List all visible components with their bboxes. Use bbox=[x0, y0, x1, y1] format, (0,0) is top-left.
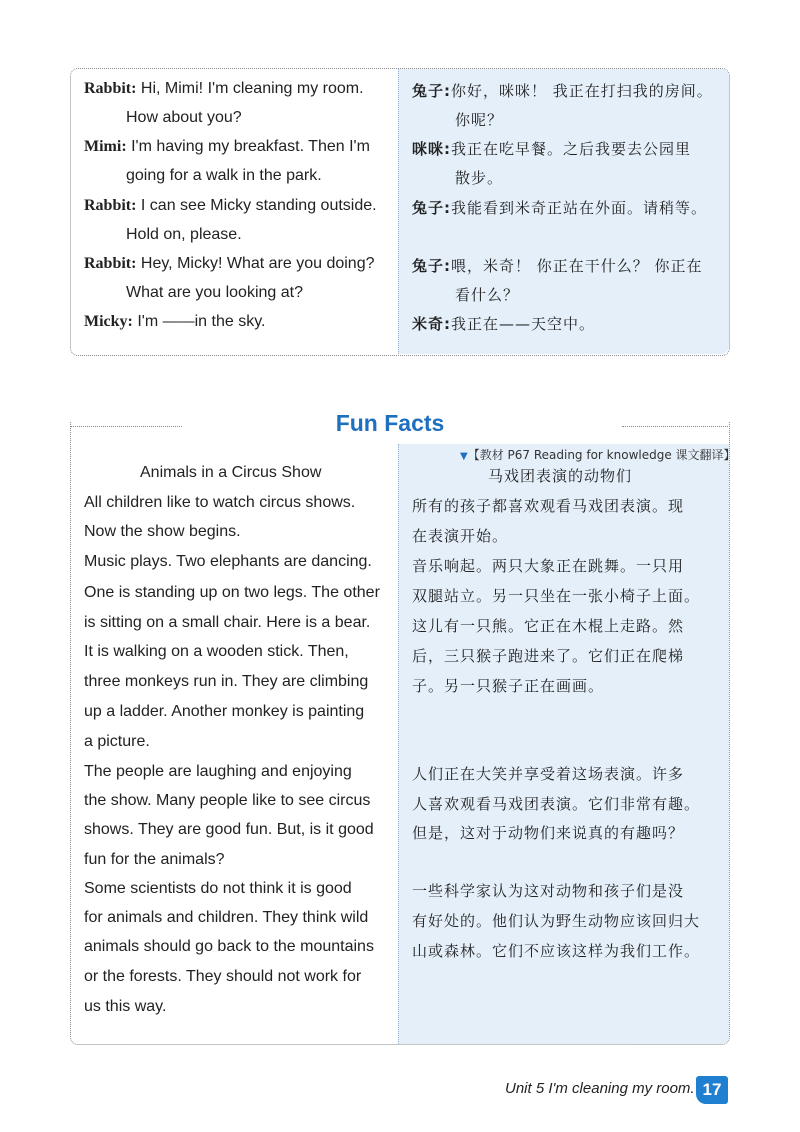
article-translation-line: 这儿有一只熊。它正在木棍上走路。然 bbox=[412, 617, 685, 635]
dialogue-line: Mimi: I'm having my breakfast. Then I'm bbox=[84, 138, 370, 155]
section-title: Fun Facts bbox=[335, 410, 445, 436]
article-translation-line: 人们正在大笑并享受着这场表演。许多 bbox=[412, 765, 685, 783]
article-translation-line: 后，三只猴子跑进来了。它们正在爬梯 bbox=[412, 647, 685, 665]
dialogue-translation-line: 兔子:我能看到米奇正站在外面。请稍等。 bbox=[412, 199, 708, 217]
dialogue-line: What are you looking at? bbox=[126, 284, 303, 301]
article-line: us this way. bbox=[84, 998, 167, 1015]
article-line: up a ladder. Another monkey is painting bbox=[84, 703, 365, 720]
dialogue-line: Hold on, please. bbox=[126, 226, 242, 243]
dialogue-line: How about you? bbox=[126, 109, 242, 126]
article-line: Now the show begins. bbox=[84, 523, 241, 540]
dialogue-line: Rabbit: I can see Micky standing outside. bbox=[84, 197, 377, 214]
article-line: or the forests. They should not work for bbox=[84, 968, 362, 985]
speaker: 兔子: bbox=[412, 82, 451, 100]
article-line: All children like to watch circus shows. bbox=[84, 494, 356, 511]
article-line: the show. Many people like to see circus bbox=[84, 792, 371, 809]
article-translation-line: 双腿站立。另一只坐在一张小椅子上面。 bbox=[412, 587, 701, 605]
unit-title: Unit 5 I'm cleaning my room. bbox=[505, 1080, 695, 1097]
textbook-reference: ▼【教材 P67 Reading for knowledge 课文翻译】 bbox=[460, 448, 736, 462]
speaker: 米奇: bbox=[412, 315, 451, 333]
dialogue-translation-line: 兔子:你好，咪咪！ 我正在打扫我的房间。 bbox=[412, 82, 713, 100]
dialogue-translation-line: 咪咪:我正在吃早餐。之后我要去公园里 bbox=[412, 140, 692, 158]
article-translation-line: 所有的孩子都喜欢观看马戏团表演。现 bbox=[412, 497, 685, 515]
speaker: Micky: bbox=[84, 313, 133, 330]
triangle-down-icon: ▼ bbox=[460, 451, 468, 462]
article-line: shows. They are good fun. But, is it good bbox=[84, 821, 374, 838]
article-line: is sitting on a small chair. Here is a bear. bbox=[84, 614, 371, 631]
article-translation-line: 音乐响起。两只大象正在跳舞。一只用 bbox=[412, 557, 685, 575]
article-line: for animals and children. They think wild bbox=[84, 909, 369, 926]
article-line: It is walking on a wooden stick. Then, bbox=[84, 643, 349, 660]
article-translation-line: 子。另一只猴子正在画画。 bbox=[412, 677, 605, 695]
speaker: Rabbit: bbox=[84, 255, 137, 272]
dialogue-translation-line: 你呢？ bbox=[455, 111, 504, 129]
article-line: The people are laughing and enjoying bbox=[84, 763, 352, 780]
speaker: Rabbit: bbox=[84, 80, 137, 97]
article-translation-line: 山或森林。它们不应该这样为我们工作。 bbox=[412, 942, 701, 960]
article-line: One is standing up on two legs. The other bbox=[84, 584, 380, 601]
speaker: 咪咪: bbox=[412, 140, 451, 158]
dialogue-translation-line: 散步。 bbox=[455, 169, 504, 187]
speaker: Mimi: bbox=[84, 138, 127, 155]
article-translation-line: 但是，这对于动物们来说真的有趣吗？ bbox=[412, 824, 685, 842]
article-line: fun for the animals? bbox=[84, 851, 225, 868]
dialogue-line: Micky: I'm ——in the sky. bbox=[84, 313, 266, 330]
page-number: 17 bbox=[696, 1076, 728, 1104]
speaker: Rabbit: bbox=[84, 197, 137, 214]
article-line: Music plays. Two elephants are dancing. bbox=[84, 553, 372, 570]
speaker: 兔子: bbox=[412, 199, 451, 217]
dialogue-translation-line: 米奇:我正在——天空中。 bbox=[412, 315, 596, 333]
article-translation-line: 有好处的。他们认为野生动物应该回归大 bbox=[412, 912, 701, 930]
dialogue-translation-line: 看什么？ bbox=[455, 286, 520, 304]
article-translation-line: 一些科学家认为这对动物和孩子们是没 bbox=[412, 882, 685, 900]
dialogue-translation-line: 兔子:喂，米奇！ 你正在干什么？ 你正在 bbox=[412, 257, 703, 275]
article-line: a picture. bbox=[84, 733, 150, 750]
article-title-translation: 马戏团表演的动物们 bbox=[488, 467, 633, 485]
dialogue-line: Rabbit: Hey, Micky! What are you doing? bbox=[84, 255, 375, 272]
article-translation-line: 在表演开始。 bbox=[412, 527, 509, 545]
dialogue-line: going for a walk in the park. bbox=[126, 167, 322, 184]
article-title: Animals in a Circus Show bbox=[140, 464, 322, 481]
article-line: three monkeys run in. They are climbing bbox=[84, 673, 369, 690]
dialogue-line: Rabbit: Hi, Mimi! I'm cleaning my room. bbox=[84, 80, 364, 97]
article-line: animals should go back to the mountains bbox=[84, 938, 374, 955]
article-line: Some scientists do not think it is good bbox=[84, 880, 352, 897]
article-translation-line: 人喜欢观看马戏团表演。它们非常有趣。 bbox=[412, 795, 701, 813]
speaker: 兔子: bbox=[412, 257, 451, 275]
